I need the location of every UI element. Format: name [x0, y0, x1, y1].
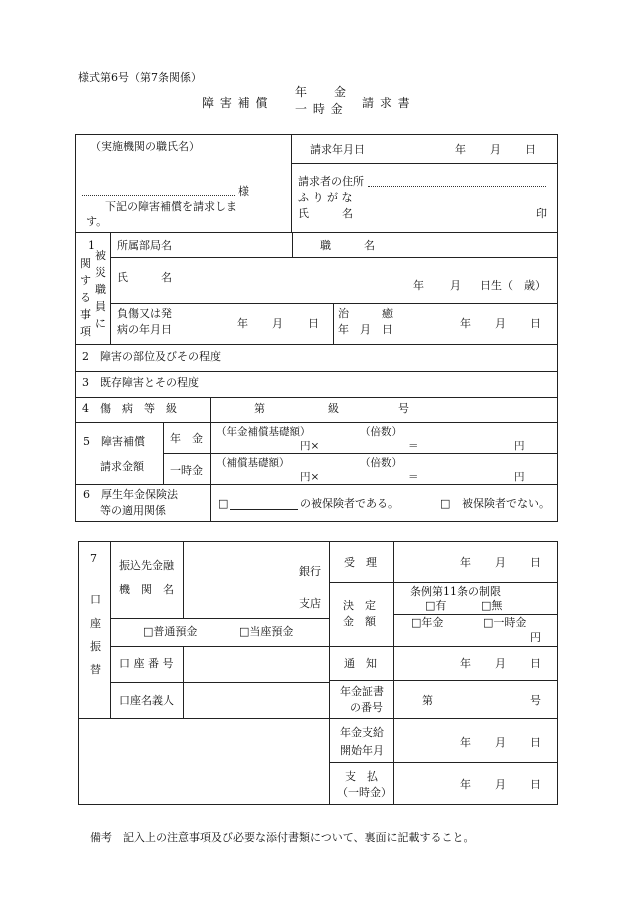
title-top: 年 金 [295, 85, 348, 99]
pay-label-2: （一時金） [337, 786, 392, 799]
title-bottom: 一 時 金 [295, 102, 344, 116]
tsuchi-month: 月 [495, 657, 506, 670]
request-date-label: 請求年月日 [310, 143, 365, 156]
start-year: 年 [460, 736, 471, 749]
bank-label-2: 機 関 名 [119, 583, 174, 596]
limit-label: 条例第11条の制限 [410, 585, 501, 598]
lump-base-label: （補償基礎額） [216, 457, 290, 469]
form-number: 様式第6号（第7条関係） [78, 71, 202, 84]
bank-label-1: 振込先金融 [119, 559, 174, 572]
lump-multiple-label: （倍数） [360, 457, 402, 469]
cure-year: 年 [460, 317, 471, 330]
claimant-name-label: 氏 名 [298, 207, 353, 220]
lump-checkbox[interactable]: □一時金 [483, 616, 527, 629]
address-label: 請求者の住所 [298, 175, 364, 188]
cure-label-1: 治 癒 [338, 307, 393, 320]
start-label-2: 開始年月 [340, 744, 384, 757]
grade-dai: 第 [254, 402, 265, 415]
pension-equals: ＝ [408, 440, 419, 452]
pay-label-1: 支 払 [345, 770, 378, 783]
kettei-label-2: 金 額 [343, 615, 376, 628]
futsu-checkbox[interactable]: □普通預金 [143, 625, 198, 638]
birth-year: 年 [413, 279, 424, 292]
lump-yen-x: 円× [300, 471, 320, 483]
insurance-name-line [230, 509, 298, 510]
lump-label: 一時金 [170, 464, 203, 477]
birth-suffix: 日生（ 歳） [480, 279, 546, 292]
day-char: 日 [525, 143, 536, 156]
injury-label-2: 病の年月日 [117, 323, 172, 336]
not-insured-checkbox[interactable]: □ [440, 497, 451, 510]
s6-label-2: 等の適用関係 [100, 504, 166, 517]
title-part-b: 請 求 書 [362, 96, 411, 110]
start-month: 月 [495, 736, 506, 749]
s6-label-1: 6 厚生年金保険法 [83, 488, 178, 501]
job-label: 職 名 [320, 239, 375, 252]
cert-label-2: の番号 [350, 701, 383, 714]
pay-year: 年 [460, 778, 471, 791]
account-number-label: 口 座 番 号 [119, 657, 174, 670]
start-day: 日 [530, 736, 541, 749]
pension-checkbox[interactable]: □年金 [411, 616, 444, 629]
lump-equals: ＝ [408, 471, 419, 483]
s4-label: 4 傷 病 等 級 [82, 402, 177, 415]
juri-label: 受 理 [344, 556, 377, 569]
employee-name-label: 氏 名 [117, 271, 172, 284]
shiten-label: 支店 [299, 597, 321, 610]
limit-yes-checkbox[interactable]: □有 [425, 599, 447, 612]
insured-checkbox[interactable]: □ [218, 497, 229, 510]
pay-day: 日 [530, 778, 541, 791]
birth-month: 月 [450, 279, 461, 292]
juri-day: 日 [530, 556, 541, 569]
tsuchi-year: 年 [460, 657, 471, 670]
injury-day: 日 [308, 317, 319, 330]
account-holder-label: 口座名義人 [119, 694, 174, 707]
insured-text: の被保険者である。 [300, 497, 399, 510]
cert-go: 号 [530, 694, 541, 707]
not-insured-text: 被保険者でない。 [462, 497, 550, 510]
ginko-label: 銀行 [299, 565, 321, 578]
account-table [78, 541, 558, 805]
tsuchi-day: 日 [530, 657, 541, 670]
s2-label: 2 障害の部位及びその程度 [82, 350, 221, 363]
pension-label: 年 金 [170, 432, 203, 445]
start-label-1: 年金支給 [340, 726, 384, 739]
cure-day: 日 [530, 317, 541, 330]
amount-yen: 円 [530, 631, 541, 644]
month-char: 月 [490, 143, 501, 156]
pension-base-label: （年金補償基礎額） [216, 426, 311, 438]
s1-num: 1 [88, 239, 95, 252]
cure-label-2: 年 月 日 [338, 323, 393, 336]
injury-label-1: 負傷又は発 [117, 307, 172, 320]
pension-multiple-label: （倍数） [360, 426, 402, 438]
grade-go: 号 [398, 402, 409, 415]
sama: 様 [238, 185, 249, 198]
lump-yen: 円 [514, 471, 525, 483]
grade-kyu: 級 [328, 402, 339, 415]
cure-month: 月 [495, 317, 506, 330]
injury-month: 月 [272, 317, 283, 330]
s3-label: 3 既存障害とその程度 [82, 376, 199, 389]
year-char: 年 [455, 143, 466, 156]
footer-note: 備考 記入上の注意事項及び必要な添付書類について、裏面に記載すること。 [90, 831, 475, 844]
juri-year: 年 [460, 556, 471, 569]
seal-mark: 印 [536, 207, 547, 220]
dept-label: 所属部局名 [117, 239, 172, 252]
limit-no-checkbox[interactable]: □無 [481, 599, 503, 612]
tsuchi-label: 通 知 [344, 657, 377, 670]
injury-year: 年 [237, 317, 248, 330]
furigana-label: ふ り が な [298, 191, 353, 204]
pension-yen-x: 円× [300, 440, 320, 452]
pension-yen: 円 [514, 440, 525, 452]
institution-label: （実施機関の職氏名） [90, 140, 200, 153]
request-text-1: 下記の障害補償を請求しま [105, 200, 237, 213]
kettei-label-1: 決 定 [343, 599, 376, 612]
s5-label-1: 5 障害補償 [83, 435, 145, 448]
pay-month: 月 [495, 778, 506, 791]
request-text-2: す。 [86, 215, 108, 228]
cert-dai: 第 [422, 694, 433, 707]
cert-label-1: 年金証書 [340, 685, 384, 698]
juri-month: 月 [495, 556, 506, 569]
toza-checkbox[interactable]: □当座預金 [239, 625, 294, 638]
s5-label-2: 請求金額 [100, 460, 144, 473]
title-part-a: 障 害 補 償 [202, 96, 269, 110]
s7-num: 7 [90, 552, 97, 565]
